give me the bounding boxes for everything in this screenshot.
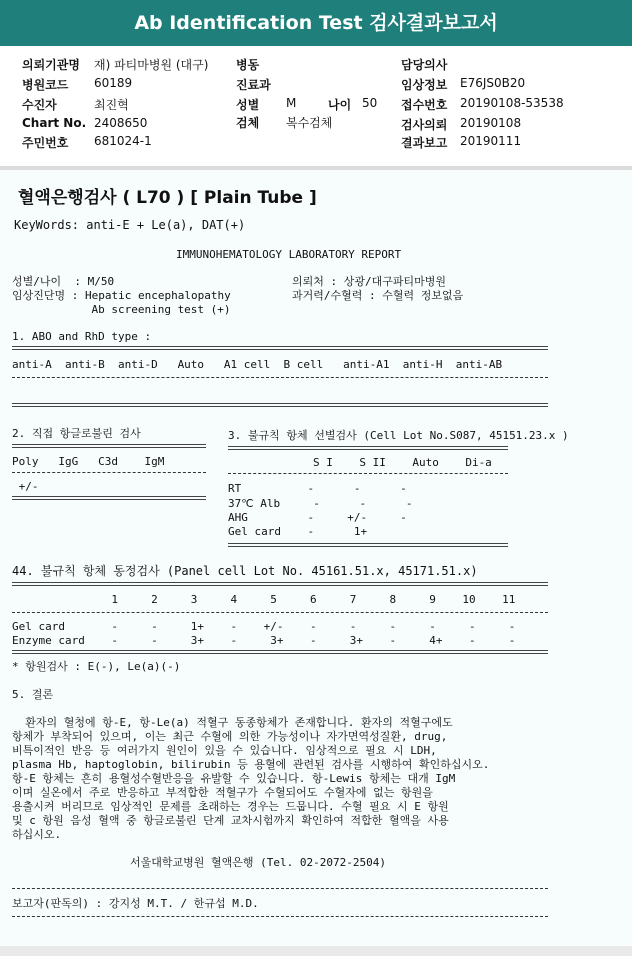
department-label: 진료과 bbox=[236, 78, 271, 92]
screening-row-alb: 37℃ Alb - - - bbox=[228, 497, 413, 510]
hospital-value: 재) 파티마병원 (대구) bbox=[94, 58, 209, 72]
conclusion-line: 용출시켜 버리므로 임상적인 문제를 초래하는 경우는 드뭅니다. 수혈 필요 시 E 항원 bbox=[12, 800, 449, 813]
hospital-code-label: 병원코드 bbox=[22, 78, 69, 92]
chart-no-label: Chart No. bbox=[22, 116, 87, 130]
abo-section-title: 1. ABO and RhD type : bbox=[12, 330, 152, 343]
age-label: 나이 bbox=[328, 98, 352, 112]
rule bbox=[228, 543, 508, 547]
request-date-label: 검사의뢰 bbox=[401, 118, 448, 132]
patient-value: 최진혁 bbox=[94, 98, 129, 112]
panel-columns: 1 2 3 4 5 6 7 8 9 10 11 bbox=[12, 593, 516, 606]
conclusion-line: 하십시오. bbox=[12, 828, 62, 841]
panel-section-title: 44. 불규칙 항체 동정검사 (Panel cell Lot No. 45161.51.x, 45171.51.x) bbox=[12, 564, 478, 578]
panel-row-gel: Gel card - - 1+ - +/- - - - - - - bbox=[12, 620, 516, 633]
page-bottom-edge bbox=[0, 946, 632, 956]
hospital-label: 의뢰기관명 bbox=[22, 58, 80, 72]
clinical-diagnosis-line1: 임상진단명 : Hepatic encephalopathy bbox=[12, 289, 231, 302]
conclusion-line: 항-E 항체는 흔히 용혈성수혈반응을 유발할 수 있습니다. 항-Lewis 항체는 대개 IgM bbox=[12, 772, 456, 785]
specimen-value: 복수검체 bbox=[286, 116, 333, 130]
rule bbox=[12, 650, 548, 654]
rule bbox=[12, 346, 548, 350]
receipt-no-value: 20190108-53538 bbox=[460, 96, 564, 110]
conclusion-line: 환자의 혈청에 항-E, 항-Le(a) 적혈구 동종항체가 존재합니다. 환자의 적혈구에도 bbox=[12, 716, 453, 729]
conclusion-line: plasma Hb, haptoglobin, bilirubin 등 용혈에 관련된 검사를 시행하여 확인하십시오. bbox=[12, 758, 490, 771]
rule bbox=[12, 444, 206, 448]
screening-row-gel: Gel card - 1+ bbox=[228, 525, 368, 538]
rule bbox=[228, 473, 508, 474]
clinical-diagnosis-line2: Ab screening test (+) bbox=[12, 303, 231, 316]
receipt-no-label: 접수번호 bbox=[401, 98, 448, 112]
history-line: 과거력/수혈력 : 수혈력 정보없음 bbox=[292, 289, 464, 302]
resident-no-value: 681024-1 bbox=[94, 134, 152, 148]
rule bbox=[12, 403, 548, 407]
specimen-label: 검체 bbox=[236, 116, 260, 130]
doctor-label: 담당의사 bbox=[401, 58, 448, 72]
screening-row-ahg: AHG - +/- - bbox=[228, 511, 407, 524]
lab-report-title: IMMUNOHEMATOLOGY LABORATORY REPORT bbox=[176, 248, 402, 261]
conclusion-line: 항체가 부착되어 있으며, 이는 최근 수혈에 의한 가능성이나 자가면역성질환, drug, bbox=[12, 730, 448, 743]
conclusion-title: 5. 결론 bbox=[12, 688, 54, 701]
document-title: Ab Identification Test 검사결과보고서 bbox=[134, 12, 498, 34]
patient-label: 수진자 bbox=[22, 98, 57, 112]
rule bbox=[12, 472, 206, 473]
panel-row-enzyme: Enzyme card - - 3+ - 3+ - 3+ - 4+ - - bbox=[12, 634, 516, 647]
request-date-value: 20190108 bbox=[460, 116, 522, 130]
resident-no-label: 주민번호 bbox=[22, 136, 69, 150]
dat-columns: Poly IgG C3d IgM bbox=[12, 455, 165, 468]
reporter-line: 보고자(판독의) : 강지성 M.T. / 한규섭 M.D. bbox=[12, 897, 259, 910]
report-heading: 혈액은행검사 ( L70 ) [ Plain Tube ] bbox=[18, 188, 317, 208]
patient-header bbox=[0, 50, 632, 164]
conclusion-line: 이며 실온에서 주로 반응하고 부적합한 적혈구가 수혈되어도 수혈자에 없는 항원을 bbox=[12, 786, 433, 799]
hospital-code-value: 60189 bbox=[94, 76, 133, 90]
abo-columns: anti-A anti-B anti-D Auto A1 cell B cell anti-A1 anti-H anti-AB bbox=[12, 358, 503, 371]
screening-row-rt: RT - - - bbox=[228, 482, 407, 495]
hospital-contact: 서울대학교병원 혈액은행 (Tel. 02-2072-2504) bbox=[130, 856, 386, 869]
rule bbox=[12, 888, 548, 889]
rule bbox=[12, 612, 548, 613]
dat-result: +/- bbox=[12, 480, 39, 493]
clinical-info-value: E76JS0B20 bbox=[460, 76, 526, 90]
report-title-bar bbox=[0, 0, 632, 46]
chart-no-value: 2408650 bbox=[94, 116, 148, 130]
age-value: 50 bbox=[362, 96, 378, 110]
ward-label: 병동 bbox=[236, 58, 260, 72]
screening-columns: S I S II Auto Di-a bbox=[313, 456, 492, 469]
rule bbox=[12, 582, 548, 586]
sex-value: M bbox=[286, 96, 297, 110]
conclusion-line: 및 c 항원 음성 혈액 중 항글로불린 단계 교차시험까지 확인하여 적합한 혈액을 사용 bbox=[12, 814, 449, 827]
keywords: KeyWords: anti-E + Le(a), DAT(+) bbox=[14, 218, 246, 232]
sex-age-line: 성별/나이 : M/50 bbox=[12, 275, 115, 288]
sex-label: 성별 bbox=[236, 98, 260, 112]
report-date-value: 20190111 bbox=[460, 134, 522, 148]
conclusion-line: 비특이적인 반응 등 여러가지 원인이 있을 수 있습니다. 임상적으로 필요 시 LDH, bbox=[12, 744, 437, 757]
requester-line: 의뢰처 : 상광/대구파티마병원 bbox=[292, 275, 447, 288]
rule bbox=[12, 496, 206, 500]
screening-section-title: 3. 불규칙 항체 선별검사 (Cell Lot No.S087, 45151.23.x ) bbox=[228, 429, 569, 442]
rule bbox=[12, 377, 548, 378]
rule bbox=[228, 446, 508, 450]
antigen-test: * 항원검사 : E(-), Le(a)(-) bbox=[12, 660, 181, 673]
clinical-info-label: 임상정보 bbox=[401, 78, 448, 92]
rule bbox=[12, 916, 548, 917]
dat-section-title: 2. 직접 항글로불린 검사 bbox=[12, 427, 141, 440]
report-date-label: 결과보고 bbox=[401, 136, 448, 150]
